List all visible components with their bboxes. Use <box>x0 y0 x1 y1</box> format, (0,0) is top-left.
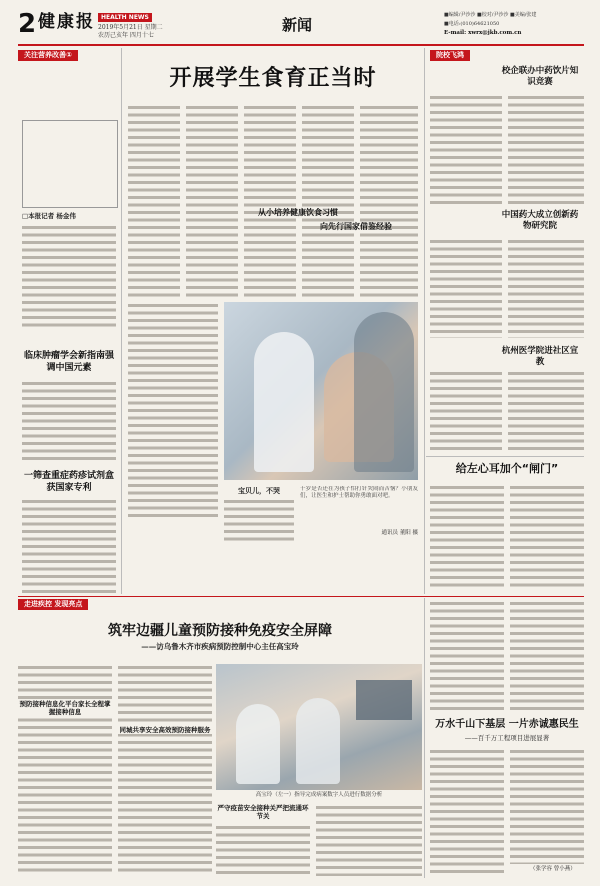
left-body-text-3 <box>22 498 116 594</box>
column-tag <box>18 50 78 61</box>
right-item2-text-a <box>430 238 502 338</box>
photo-caption-text <box>224 498 294 542</box>
main-photo <box>224 302 418 480</box>
right-item1-text-b <box>508 94 584 206</box>
photo-caption-title: 宝贝儿，不哭 <box>238 486 280 495</box>
headline-oncology-guide: 临床肿瘤学会新指南强调中国元素 <box>23 351 114 373</box>
bottom-q1: 预防接种信息化平台家长全程掌握接种信息 <box>19 700 111 716</box>
editorial-note-text <box>29 127 111 201</box>
bottom-right-headline: 万水千山下基层 一片赤诚惠民生 <box>435 719 579 730</box>
right-item3-text-b <box>508 370 584 450</box>
paper-en-badge: HEALTH NEWS <box>98 13 152 22</box>
photo-doctor-figure <box>254 332 314 472</box>
bottom-right-top-a <box>430 600 504 712</box>
subhead-healthy-habits: 从小培养健康饮食习惯 <box>258 208 338 217</box>
left-atrial-text-a <box>430 484 504 590</box>
photo-parent-figure <box>354 312 414 472</box>
main-col-3 <box>244 104 296 300</box>
bottom-right-byline: （张学容 曾小燕） <box>530 866 576 872</box>
right-item3-text-a <box>430 370 502 450</box>
subhead-learn-from-abroad: 向先行国家借鉴经验 <box>320 222 392 231</box>
right-section-tag: 院校飞鸿 <box>430 50 470 61</box>
page-number: 2 <box>18 9 37 39</box>
bottom-photo-person-2 <box>296 698 340 784</box>
column-divider <box>121 48 122 594</box>
staff-line: ■编辑/尹沙沙 ■校对/尹沙沙 ■美编/张建 <box>444 12 537 18</box>
main-col-1 <box>128 104 180 300</box>
caption-block-right <box>300 486 418 546</box>
right-divider-h <box>426 456 584 457</box>
column-tag-number: ① <box>66 51 72 59</box>
bottom-right-subheadline: ——百千万工程项目进展显著 <box>464 734 550 742</box>
column-tag-label: 关注营养改善 <box>24 51 66 59</box>
phone-line: ■电话:(010)64621050 <box>444 21 500 27</box>
main-col-2 <box>186 104 238 300</box>
left-atrial-text-b <box>510 484 584 590</box>
main-col-5 <box>360 104 418 300</box>
bottom-col-1 <box>18 664 112 876</box>
bottom-photo-caption: 高宝玲（左一）指导完成病案数字人员进行数据分析 <box>255 792 383 798</box>
bottom-section-tag: 走进疾控 发现亮点 <box>18 599 88 610</box>
bottom-divider <box>424 598 425 878</box>
left-atrial-headline: 给左心耳加个“闸门” <box>455 462 559 475</box>
author-line: □本报记者 杨金伟 <box>22 212 76 220</box>
right-item1-title: 校企联办中药饮片知识竞赛 <box>501 66 579 87</box>
section-title: 新闻 <box>282 16 313 34</box>
paper-name: 健康报 <box>38 12 95 32</box>
right-item3-title: 杭州医学院进社区宣教 <box>501 346 579 367</box>
masthead-rule <box>18 44 584 46</box>
headline-drug-reaction-kit: 一筛查重症药疹试剂盒获国家专利 <box>23 471 114 493</box>
main-col-left-under <box>128 302 218 518</box>
caption-block-text: 十岁是否还在为孩子怕打针哭闹而苦恼？小朋友们，让医生和护士帮助你勇敢面对吧。 <box>300 486 418 499</box>
bottom-photo-screen <box>356 680 412 720</box>
editorial-note-box <box>22 120 118 208</box>
bottom-q3: 严守疫苗安全接种关严把流通环节关 <box>217 804 309 820</box>
left-body-text-2 <box>22 380 116 460</box>
main-headline: 开展学生食育正当时 <box>169 66 377 91</box>
main-col-4 <box>302 104 354 300</box>
date-text: 2019年5月21日 星期二 <box>98 24 163 31</box>
bottom-section-rule <box>18 596 584 597</box>
bottom-photo-person-1 <box>236 704 280 784</box>
bottom-subheadline: ——访乌鲁木齐市疾病预防控制中心主任高宝玲 <box>141 642 299 651</box>
photo-credit: 通讯员 董阳 摄 <box>381 530 418 536</box>
right-divider <box>424 48 425 594</box>
bottom-headline: 筑牢边疆儿童预防接种免疫安全屏障 <box>108 623 332 639</box>
masthead <box>18 10 584 46</box>
bottom-right-top-b <box>510 600 584 712</box>
email-line: E-mail: xwrx@jkb.com.cn <box>444 30 522 36</box>
photo-caption-box <box>224 486 294 546</box>
bottom-right-text-a <box>430 748 504 874</box>
bottom-col-4 <box>316 804 422 876</box>
lunar-date-text: 农历己亥年 四月十七 <box>98 32 154 39</box>
bottom-photo <box>216 664 422 790</box>
bottom-col-3 <box>216 824 310 876</box>
left-body-text-1 <box>22 224 116 330</box>
bottom-col-2 <box>118 664 212 876</box>
right-item2-title: 中国药大成立创新药物研究院 <box>501 210 579 231</box>
right-item1-text-a <box>430 94 502 206</box>
bottom-right-text-b <box>510 748 584 864</box>
right-item2-text-b <box>508 238 584 338</box>
bottom-q2: 同城共享安全高效预防接种服务 <box>119 726 211 734</box>
